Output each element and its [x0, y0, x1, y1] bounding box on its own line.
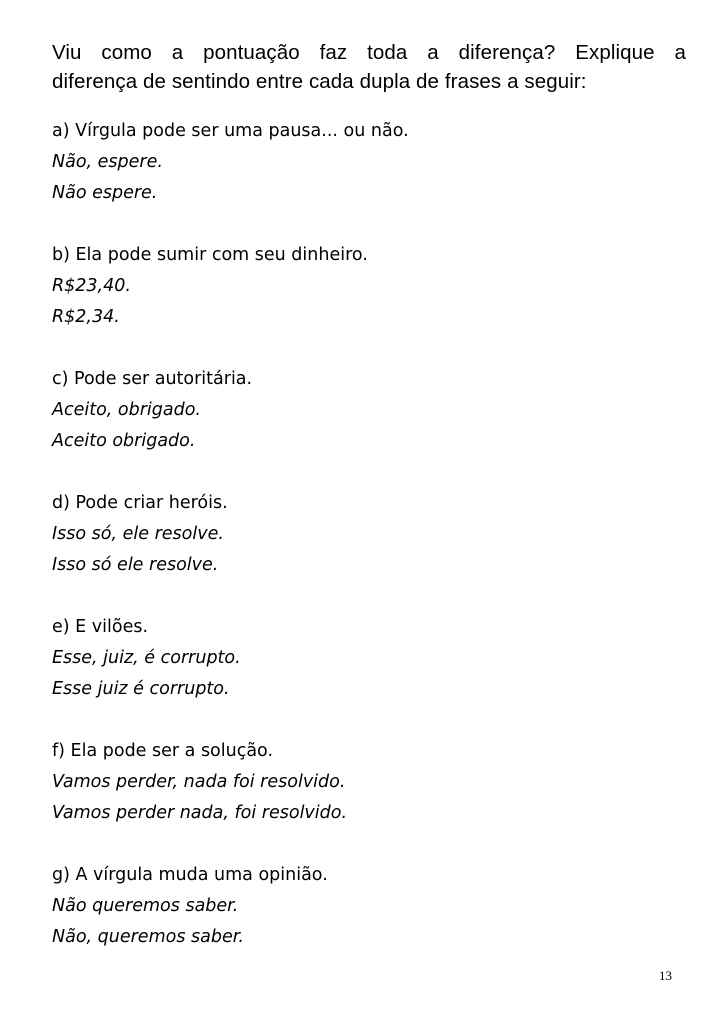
- instructions-paragraph: [52, 38, 686, 96]
- exercise-item-b: [52, 240, 686, 333]
- sentence-1: Isso só, ele resolve.: [52, 524, 224, 544]
- exercise-heading: g) A vírgula muda uma opinião.: [52, 865, 328, 885]
- sentence-2: Isso só ele resolve.: [52, 555, 219, 575]
- exercise-item-e: [52, 612, 686, 705]
- document-page: [52, 0, 686, 1030]
- sentence-1: Aceito, obrigado.: [52, 400, 201, 420]
- exercise-heading: f) Ela pode ser a solução.: [52, 741, 274, 761]
- sentence-1: Não queremos saber.: [52, 896, 239, 916]
- exercise-item-c: [52, 364, 686, 457]
- sentence-2: R$2,34.: [52, 307, 120, 327]
- exercise-heading: a) Vírgula pode ser uma pausa... ou não.: [52, 121, 409, 141]
- sentence-2: Aceito obrigado.: [52, 431, 196, 451]
- instructions-line-2: diferença de sentindo entre cada dupla de frases a seguir:: [52, 70, 587, 93]
- sentence-1: Vamos perder, nada foi resolvido.: [52, 772, 346, 792]
- sentence-2: Vamos perder nada, foi resolvido.: [52, 803, 348, 823]
- sentence-1: Não, espere.: [52, 152, 163, 172]
- exercise-item-a: [52, 116, 686, 209]
- exercise-heading: d) Pode criar heróis.: [52, 493, 228, 513]
- sentence-2: Esse juiz é corrupto.: [52, 679, 230, 699]
- exercise-item-d: [52, 488, 686, 581]
- sentence-2: Não, queremos saber.: [52, 927, 244, 947]
- sentence-2: Não espere.: [52, 183, 158, 203]
- page-number: 13: [659, 968, 672, 983]
- exercise-heading: e) E vilões.: [52, 617, 149, 637]
- exercise-item-g: [52, 860, 686, 953]
- exercise-item-f: [52, 736, 686, 829]
- sentence-1: R$23,40.: [52, 276, 131, 296]
- exercise-list: [52, 116, 686, 984]
- instructions-line-1: Viu como a pontuação faz toda a diferença? Explique a: [52, 41, 686, 64]
- exercise-heading: c) Pode ser autoritária.: [52, 369, 253, 389]
- exercise-heading: b) Ela pode sumir com seu dinheiro.: [52, 245, 368, 265]
- sentence-1: Esse, juiz, é corrupto.: [52, 648, 241, 668]
